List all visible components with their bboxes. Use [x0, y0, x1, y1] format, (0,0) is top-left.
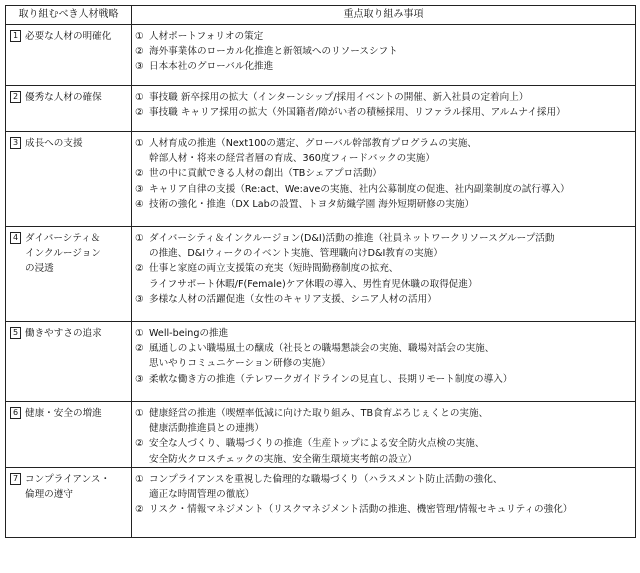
item-text-line: 技術の強化・推進（DX Labの設置、トヨタ紡織学園 海外短期研修の実施） — [149, 198, 475, 210]
priority-item — [135, 472, 632, 502]
strategy-number-badge: 3 — [10, 137, 21, 149]
table-body — [6, 25, 636, 538]
priority-item — [135, 166, 632, 181]
header-strategy: 取り組むべき人材戦略 — [6, 6, 132, 25]
priority-item — [135, 59, 632, 74]
item-number-mark: ④ — [135, 198, 144, 210]
item-text-line: 風通しのよい職場風土の醸成（社長との職場懇談会の実施、職場対話会の実施、 — [149, 343, 495, 355]
priority-item — [135, 292, 632, 307]
item-text — [149, 29, 632, 44]
hr-strategy-table — [5, 5, 636, 538]
item-text-line: 多様な人材の活躍促進（女性のキャリア支援、シニア人材の活用） — [149, 293, 437, 305]
item-number-mark: ③ — [135, 183, 144, 195]
strategy-label — [25, 326, 102, 341]
strategy-number-badge: 1 — [10, 30, 21, 42]
item-text-line: 事技職 新卒採用の拡大（インターンシップ/採用イベントの開催、新入社員の定着向上） — [149, 92, 529, 103]
item-text — [149, 136, 632, 166]
item-text-line: 幹部人材・将来の経営者層の育成、360度フィードバックの実施） — [149, 153, 435, 165]
item-text — [149, 197, 632, 212]
item-text — [149, 326, 632, 341]
item-text-line: Well-beingの推進 — [149, 328, 229, 339]
item-text-line: 健康活動推進員との連携） — [149, 423, 265, 435]
item-text-line: 健康経営の推進（喫煙率低減に向けた取り組み、TB食育ぷろじぇくとの実施、 — [149, 408, 489, 419]
table-row — [6, 86, 636, 132]
priority-item — [135, 261, 632, 291]
item-text-line: コンプライアンスを重視した倫理的な職場づくり（ハラスメント防止活動の強化、 — [149, 473, 503, 485]
strategy-cell — [6, 132, 132, 227]
item-text-line: の推進、D&Iウィークのイベント実施、管理職向けD&I教育の実施） — [149, 248, 443, 260]
priority-item — [135, 406, 632, 436]
item-number-mark: ② — [135, 107, 144, 119]
item-text-line: 人材ポートフォリオの策定 — [149, 31, 264, 42]
item-number-mark: ② — [135, 263, 144, 275]
priority-item — [135, 231, 632, 261]
strategy-label-line: 優秀な人材の確保 — [25, 92, 102, 103]
priority-item — [135, 182, 632, 197]
item-text-line: 海外事業体のローカル化推進と新領域へのリソースシフト — [149, 46, 398, 58]
strategy-cell — [6, 467, 132, 537]
priority-item — [135, 44, 632, 59]
item-text-line: 日本本社のグローバル化推進 — [149, 61, 274, 73]
header-priority-items: 重点取り組み事項 — [132, 6, 636, 25]
strategy-label-line: 健康・安全の増進 — [25, 408, 102, 419]
priority-item — [135, 326, 632, 341]
item-text-line: ダイバーシティ＆インクルージョン(D&I)活動の推進（社員ネットワークリソースグループ活動 — [149, 233, 555, 244]
item-number-mark: ① — [135, 31, 144, 42]
table-row — [6, 322, 636, 402]
priority-item — [135, 29, 632, 44]
strategy-cell — [6, 402, 132, 468]
item-number-mark: ② — [135, 46, 144, 58]
strategy-number-badge: 4 — [10, 232, 21, 244]
item-text — [149, 502, 632, 517]
table-row — [6, 227, 636, 322]
strategy-label — [25, 29, 111, 44]
table-row — [6, 402, 636, 468]
priority-items-cell — [132, 402, 636, 468]
priority-items-cell — [132, 86, 636, 132]
priority-items-cell — [132, 467, 636, 537]
item-text-line: 思いやりコミュニケーション研修の実施） — [149, 358, 331, 370]
priority-item — [135, 136, 632, 166]
priority-item — [135, 436, 632, 466]
item-text — [149, 182, 632, 197]
strategy-label-line: インクルージョン — [25, 248, 101, 260]
item-number-mark: ② — [135, 168, 144, 180]
strategy-label — [25, 406, 102, 421]
item-text — [149, 372, 632, 387]
item-number-mark: ② — [135, 343, 144, 355]
item-text-line: 柔軟な働き方の推進（テレワークガイドラインの見直し、長期リモート制度の導入） — [149, 373, 513, 385]
strategy-label-line: の浸透 — [25, 263, 54, 275]
item-text-line: リスク・情報マネジメント（リスクマネジメント活動の推進、機密管理/情報セキュリティの強化） — [149, 504, 573, 516]
priority-items-cell — [132, 25, 636, 86]
strategy-table-container — [5, 5, 635, 569]
strategy-number-badge: 2 — [10, 91, 21, 103]
strategy-label-line: ダイバーシティ＆ — [25, 233, 101, 244]
item-number-mark: ③ — [135, 373, 144, 385]
strategy-cell — [6, 25, 132, 86]
item-number-mark: ① — [135, 473, 144, 485]
strategy-label-line: 必要な人材の明確化 — [25, 31, 112, 42]
table-header-row — [6, 6, 636, 25]
strategy-cell — [6, 86, 132, 132]
strategy-cell — [6, 322, 132, 402]
item-text — [149, 90, 632, 105]
item-text-line: 世の中に貢献できる人材の創出（TBシェアプロ活動） — [149, 168, 382, 180]
priority-item — [135, 197, 632, 212]
item-text — [149, 292, 632, 307]
item-text — [149, 44, 632, 59]
item-number-mark: ② — [135, 438, 144, 450]
priority-item — [135, 90, 632, 105]
strategy-number-badge: 6 — [10, 407, 21, 419]
item-text-line: 適正な時間管理の徹底） — [149, 489, 255, 501]
item-text-line: 人材育成の推進（Next100の選定、グローバル幹部教育プログラムの実施、 — [149, 138, 477, 149]
table-row — [6, 132, 636, 227]
item-text — [149, 341, 632, 371]
priority-items-cell — [132, 132, 636, 227]
item-number-mark: ① — [135, 408, 144, 419]
table-row — [6, 25, 636, 86]
strategy-label-line: 倫理の遵守 — [25, 489, 73, 501]
priority-item — [135, 502, 632, 517]
item-text — [149, 59, 632, 74]
strategy-number-badge: 5 — [10, 327, 21, 339]
item-text-line: 事技職 キャリア採用の拡大（外国籍者/障がい者の積極採用、リファラル採用、アルムナイ採用） — [149, 107, 566, 119]
item-number-mark: ③ — [135, 61, 144, 73]
priority-items-cell — [132, 322, 636, 402]
strategy-cell — [6, 227, 132, 322]
item-text — [149, 472, 632, 502]
priority-items-cell — [132, 227, 636, 322]
strategy-number-badge: 7 — [10, 473, 21, 485]
item-text — [149, 105, 632, 120]
strategy-label — [25, 136, 83, 151]
strategy-label — [25, 472, 110, 502]
item-number-mark: ② — [135, 504, 144, 516]
item-text-line: 安全防火クロスチェックの実施、安全衛生環境実考館の設立） — [149, 453, 418, 465]
priority-item — [135, 341, 632, 371]
item-number-mark: ① — [135, 138, 144, 149]
item-number-mark: ① — [135, 328, 144, 339]
item-text — [149, 436, 632, 466]
item-text — [149, 261, 632, 291]
table-row — [6, 467, 636, 537]
item-number-mark: ① — [135, 92, 144, 103]
item-text-line: キャリア自律の支援（Re:act、We:aveの実施、社内公募制度の促進、社内副業制度の試行導入） — [149, 183, 570, 195]
item-text-line: ライフサポート休暇/F(Female)ケア休暇の導入、男性育児休職の取得促進） — [149, 278, 478, 290]
strategy-label-line: 働きやすさの追求 — [25, 328, 102, 339]
item-text — [149, 231, 632, 261]
item-text — [149, 166, 632, 181]
strategy-label-line: コンプライアンス・ — [25, 473, 111, 485]
item-text — [149, 406, 632, 436]
item-text-line: 安全な人づくり、職場づくりの推進（生産トップによる安全防火点検の実施、 — [149, 438, 485, 450]
strategy-label-line: 成長への支援 — [25, 138, 83, 149]
strategy-label — [25, 90, 102, 105]
item-number-mark: ① — [135, 233, 144, 244]
item-number-mark: ③ — [135, 293, 144, 305]
priority-item — [135, 372, 632, 387]
strategy-label — [25, 231, 101, 277]
priority-item — [135, 105, 632, 120]
item-text-line: 仕事と家庭の両立支援策の充実（短時間勤務制度の拡充、 — [149, 263, 399, 275]
